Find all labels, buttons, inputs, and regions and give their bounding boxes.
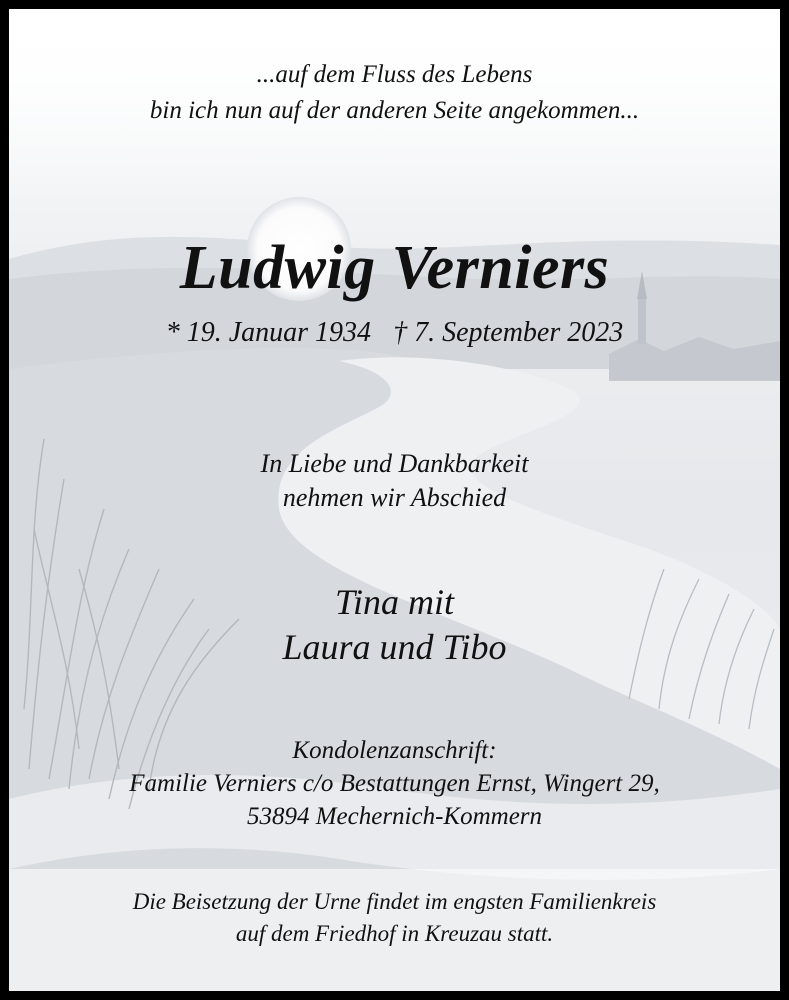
deceased-name: Ludwig Verniers <box>179 234 610 302</box>
burial-line-1: Die Beisetzung der Urne findet im engsten Familienkreis <box>132 889 657 914</box>
burial-line-2: auf dem Friedhof in Kreuzau statt. <box>235 921 554 946</box>
farewell-line-1: In Liebe und Dankbarkeit <box>260 449 529 478</box>
family-line-1: Tina mit <box>334 582 455 622</box>
life-dates <box>9 317 780 349</box>
quote-line-1: ...auf dem Fluss des Lebens <box>256 61 533 88</box>
death-date: † 7. September 2023 <box>393 317 624 348</box>
farewell-line-2: nehmen wir Abschied <box>282 483 507 512</box>
condolence-address-line-2: 53894 Mechernich-Kommern <box>246 803 543 830</box>
quote-line-2: bin ich nun auf der anderen Seite angekommen... <box>149 97 640 124</box>
family-line-2: Laura und Tibo <box>282 627 507 667</box>
condolence-address-line-1: Familie Verniers c/o Bestattungen Ernst, Wingert 29, <box>129 770 660 797</box>
condolence-heading: Kondolenzanschrift: <box>292 737 497 764</box>
birth-date: * 19. Januar 1934 <box>165 317 372 348</box>
